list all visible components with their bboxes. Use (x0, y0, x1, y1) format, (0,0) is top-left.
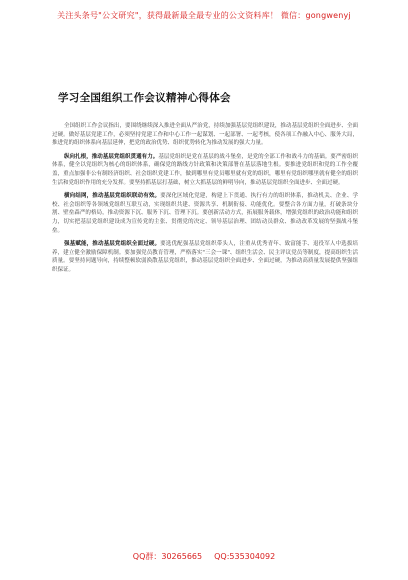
paragraph-text: 要深化区域化党建，构建上下贯通、执行有力的组织体系，推动机关、企业、学校、社会组织等各领域党组织互联互动，实现组织共建、资源共享、机制衔接、功能优化。要整合各方面力量，打破条块分割、壁垒森严的格局，推动资源下沉、服务下沉、管理下沉。要创新活动方式，拓展服务载体，增强党组织的政治功能和组织力，切实把基层党组织建设成为宣传党的主张、贯彻党的决定、领导基层治理、团结动员群众、推动改革发展的坚强战斗堡垒。 (52, 193, 358, 234)
paragraph-lead: 纵向扎根，推动基层党组织贯通有力。 (64, 153, 159, 160)
document-body (52, 122, 358, 280)
paragraph-lead: 横向结网，推动基层党组织联动有效。 (64, 193, 161, 200)
paragraph-lead: 强基赋能，推动基层党组织全面过硬。 (64, 241, 161, 248)
qq-text: QQ:535304092 (214, 551, 276, 561)
paragraph-intro (52, 122, 358, 148)
paragraph-text: 要选优配强基层党组织带头人，注重从优秀青年、致富能手、退役军人中选拔培养，建立健全激励保障机制。要加强党员教育管理，严格落实"三会一课"、组织生活会、民主评议党员等制度，提高组织生活质量。要坚持问题导向，持续整顿软弱涣散基层党组织，推动基层党组织全面进步、全面过硬，为推动高质量发展提供坚强组织保证。 (52, 241, 358, 273)
paragraph-text: 全国组织工作会议指出，要围绕继续深入推进全面从严治党，持续加强基层党组织建设，推动基层党组织全面进步、全面过硬。做好基层党建工作，必须坚持党建工作和中心工作一起谋划、一起部署、一起考核，使各项工作融入中心、服务大局，推进党的组织体系向基层延伸，把党的政治优势、组织优势转化为推动发展的强大力量。 (52, 123, 358, 147)
promo-banner: 关注头条号"公文研究"，获得最新最全最专业的公文资料库！ 微信：gongwenyj (57, 10, 351, 20)
paragraph-strengthen (52, 240, 358, 274)
qq-group-text: QQ群：30265665 (132, 551, 203, 561)
paragraph-text: 基层党组织是党在基层的战斗堡垒，是党的全部工作和战斗力的基础。要严密组织体系，健全以党组织为核心的组织体系，确保党的路线方针政策和决策部署在基层落地生根。要推进党组织和党的工作全覆盖，重点加强非公有制经济组织、社会组织党建工作，做到哪里有党员哪里就有党的组织，哪里有党组织哪里就有健全的组织生活和党组织作用的充分发挥。要坚持抓基层打基础，树立大抓基层的鲜明导向，推动基层党组织全面进步、全面过硬。 (52, 153, 358, 186)
contact-footer (0, 549, 408, 563)
paragraph-vertical (52, 153, 358, 187)
document-title: 学习全国组织工作会议精神心得体会 (58, 92, 231, 104)
paragraph-horizontal (52, 192, 358, 235)
